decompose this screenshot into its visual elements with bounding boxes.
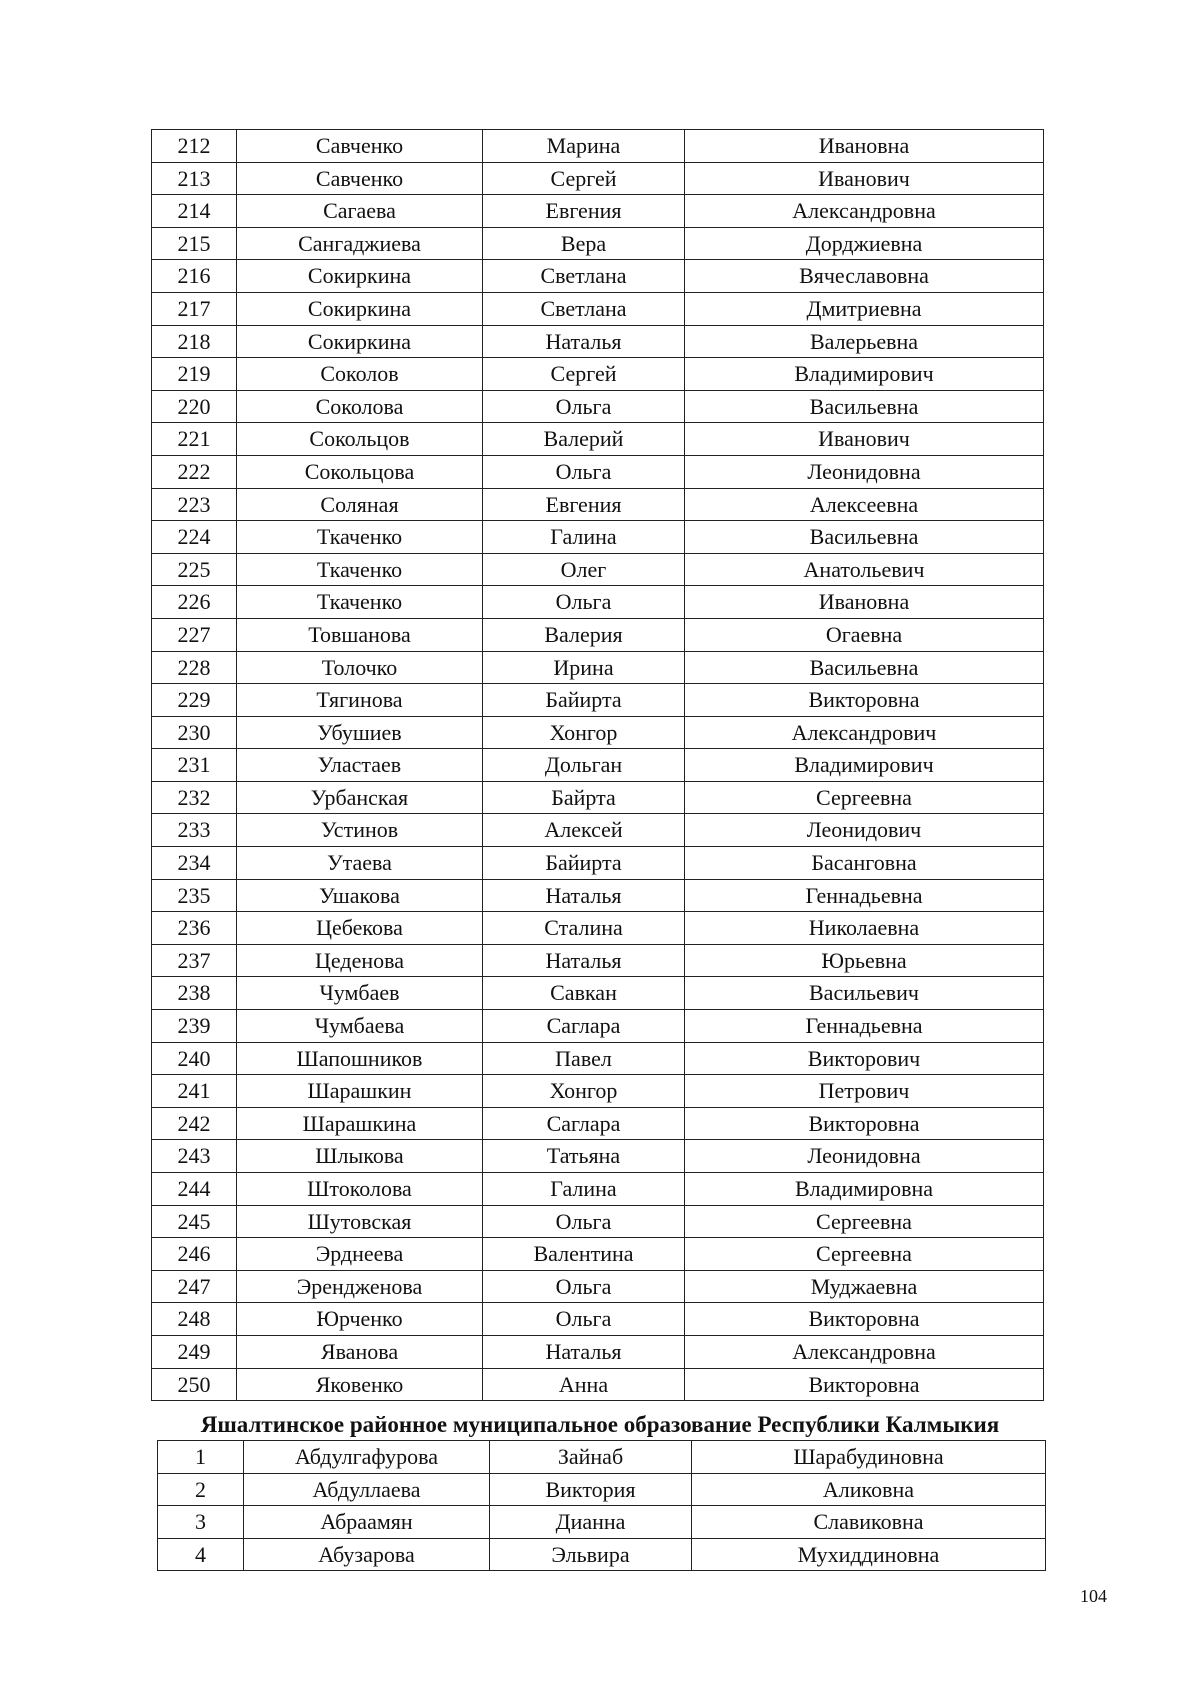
row-number-cell: 221: [152, 423, 237, 456]
first-name-cell: Дианна: [490, 1506, 692, 1539]
surname-cell: Штоколова: [237, 1173, 483, 1206]
row-number-cell: 234: [152, 847, 237, 880]
patronymic-cell: Леонидовна: [685, 455, 1044, 488]
table-row: [152, 292, 1044, 325]
surname-cell: Сангаджиева: [237, 227, 483, 260]
patronymic-cell: Сергеевна: [685, 1238, 1044, 1271]
table-row: [152, 521, 1044, 554]
surname-cell: Убушиев: [237, 716, 483, 749]
row-number-cell: 220: [152, 390, 237, 423]
surname-cell: Ткаченко: [237, 521, 483, 554]
first-name-cell: Ольга: [483, 390, 685, 423]
surname-cell: Абраамян: [244, 1506, 490, 1539]
participants-table-body: [152, 130, 1044, 1401]
table-row: [158, 1538, 1046, 1571]
surname-cell: Утаева: [237, 847, 483, 880]
surname-cell: Эрднеева: [237, 1238, 483, 1271]
table-row: [152, 586, 1044, 619]
table-row: [152, 325, 1044, 358]
first-name-cell: Галина: [483, 521, 685, 554]
first-name-cell: Наталья: [483, 879, 685, 912]
table-row: [152, 781, 1044, 814]
surname-cell: Ушакова: [237, 879, 483, 912]
patronymic-cell: Дорджиевна: [685, 227, 1044, 260]
row-number-cell: 214: [152, 195, 237, 228]
row-number-cell: 231: [152, 749, 237, 782]
first-name-cell: Саглара: [483, 1010, 685, 1043]
patronymic-cell: Анатольевич: [685, 553, 1044, 586]
first-name-cell: Вера: [483, 227, 685, 260]
row-number-cell: 3: [158, 1506, 244, 1539]
first-name-cell: Валентина: [483, 1238, 685, 1271]
table-row: [152, 1368, 1044, 1401]
patronymic-cell: Шарабудиновна: [692, 1441, 1046, 1474]
first-name-cell: Зайнаб: [490, 1441, 692, 1474]
row-number-cell: 1: [158, 1441, 244, 1474]
row-number-cell: 2: [158, 1473, 244, 1506]
surname-cell: Сокольцов: [237, 423, 483, 456]
first-name-cell: Дольган: [483, 749, 685, 782]
row-number-cell: 248: [152, 1303, 237, 1336]
surname-cell: Соляная: [237, 488, 483, 521]
row-number-cell: 242: [152, 1107, 237, 1140]
first-name-cell: Галина: [483, 1173, 685, 1206]
first-name-cell: Саглара: [483, 1107, 685, 1140]
yashalta-table: [157, 1440, 1046, 1571]
patronymic-cell: Викторович: [685, 1042, 1044, 1075]
row-number-cell: 229: [152, 684, 237, 717]
surname-cell: Сокольцова: [237, 455, 483, 488]
patronymic-cell: Леонидович: [685, 814, 1044, 847]
first-name-cell: Сергей: [483, 358, 685, 391]
row-number-cell: 246: [152, 1238, 237, 1271]
table-row: [152, 1010, 1044, 1043]
table-row: [152, 814, 1044, 847]
surname-cell: Шарашкина: [237, 1107, 483, 1140]
surname-cell: Толочко: [237, 651, 483, 684]
first-name-cell: Ирина: [483, 651, 685, 684]
table-row: [152, 130, 1044, 163]
first-name-cell: Савкан: [483, 977, 685, 1010]
surname-cell: Яковенко: [237, 1368, 483, 1401]
row-number-cell: 249: [152, 1335, 237, 1368]
surname-cell: Савченко: [237, 162, 483, 195]
first-name-cell: Ольга: [483, 1270, 685, 1303]
table-row: [152, 716, 1044, 749]
first-name-cell: Ольга: [483, 1303, 685, 1336]
patronymic-cell: Александровна: [685, 195, 1044, 228]
table-row: [152, 553, 1044, 586]
first-name-cell: Алексей: [483, 814, 685, 847]
table-row: [152, 1140, 1044, 1173]
participants-table: [151, 129, 1044, 1401]
first-name-cell: Эльвира: [490, 1538, 692, 1571]
patronymic-cell: Петрович: [685, 1075, 1044, 1108]
patronymic-cell: Александрович: [685, 716, 1044, 749]
row-number-cell: 240: [152, 1042, 237, 1075]
surname-cell: Яванова: [237, 1335, 483, 1368]
first-name-cell: Виктория: [490, 1473, 692, 1506]
patronymic-cell: Викторовна: [685, 1303, 1044, 1336]
surname-cell: Урбанская: [237, 781, 483, 814]
first-name-cell: Олег: [483, 553, 685, 586]
table-row: [152, 260, 1044, 293]
row-number-cell: 4: [158, 1538, 244, 1571]
row-number-cell: 243: [152, 1140, 237, 1173]
table-row: [152, 944, 1044, 977]
page-number: 104: [1080, 1586, 1107, 1606]
patronymic-cell: Владимировна: [685, 1173, 1044, 1206]
row-number-cell: 245: [152, 1205, 237, 1238]
patronymic-cell: Иванович: [685, 162, 1044, 195]
row-number-cell: 217: [152, 292, 237, 325]
table-row: [158, 1473, 1046, 1506]
table-row: [152, 912, 1044, 945]
row-number-cell: 227: [152, 618, 237, 651]
patronymic-cell: Геннадьевна: [685, 879, 1044, 912]
surname-cell: Тягинова: [237, 684, 483, 717]
surname-cell: Шарашкин: [237, 1075, 483, 1108]
patronymic-cell: Басанговна: [685, 847, 1044, 880]
table-row: [152, 195, 1044, 228]
row-number-cell: 223: [152, 488, 237, 521]
row-number-cell: 238: [152, 977, 237, 1010]
row-number-cell: 230: [152, 716, 237, 749]
patronymic-cell: Викторовна: [685, 1368, 1044, 1401]
patronymic-cell: Алексеевна: [685, 488, 1044, 521]
patronymic-cell: Вячеславовна: [685, 260, 1044, 293]
patronymic-cell: Леонидовна: [685, 1140, 1044, 1173]
first-name-cell: Наталья: [483, 944, 685, 977]
surname-cell: Соколов: [237, 358, 483, 391]
table-row: [152, 977, 1044, 1010]
table-row: [152, 684, 1044, 717]
row-number-cell: 241: [152, 1075, 237, 1108]
table-row: [152, 1205, 1044, 1238]
patronymic-cell: Васильевна: [685, 390, 1044, 423]
first-name-cell: Марина: [483, 130, 685, 163]
row-number-cell: 226: [152, 586, 237, 619]
surname-cell: Цебекова: [237, 912, 483, 945]
row-number-cell: 225: [152, 553, 237, 586]
patronymic-cell: Дмитриевна: [685, 292, 1044, 325]
patronymic-cell: Иванович: [685, 423, 1044, 456]
surname-cell: Шутовская: [237, 1205, 483, 1238]
row-number-cell: 212: [152, 130, 237, 163]
patronymic-cell: Геннадьевна: [685, 1010, 1044, 1043]
table-row: [152, 358, 1044, 391]
table-row: [152, 488, 1044, 521]
first-name-cell: Валерий: [483, 423, 685, 456]
first-name-cell: Байрта: [483, 781, 685, 814]
patronymic-cell: Ивановна: [685, 130, 1044, 163]
row-number-cell: 232: [152, 781, 237, 814]
table-row: [152, 227, 1044, 260]
surname-cell: Абузарова: [244, 1538, 490, 1571]
patronymic-cell: Аликовна: [692, 1473, 1046, 1506]
table-row: [152, 847, 1044, 880]
table-row: [152, 1270, 1044, 1303]
first-name-cell: Сталина: [483, 912, 685, 945]
first-name-cell: Евгения: [483, 488, 685, 521]
surname-cell: Чумбаева: [237, 1010, 483, 1043]
surname-cell: Цеденова: [237, 944, 483, 977]
table-row: [158, 1441, 1046, 1474]
patronymic-cell: Сергеевна: [685, 1205, 1044, 1238]
first-name-cell: Ольга: [483, 455, 685, 488]
surname-cell: Чумбаев: [237, 977, 483, 1010]
yashalta-table-body: [158, 1441, 1046, 1571]
surname-cell: Устинов: [237, 814, 483, 847]
first-name-cell: Татьяна: [483, 1140, 685, 1173]
table-row: [152, 879, 1044, 912]
table-row: [152, 390, 1044, 423]
surname-cell: Абдулгафурова: [244, 1441, 490, 1474]
patronymic-cell: Николаевна: [685, 912, 1044, 945]
first-name-cell: Светлана: [483, 260, 685, 293]
table-row: [152, 749, 1044, 782]
first-name-cell: Наталья: [483, 1335, 685, 1368]
first-name-cell: Ольга: [483, 586, 685, 619]
table-row: [152, 162, 1044, 195]
row-number-cell: 228: [152, 651, 237, 684]
surname-cell: Ткаченко: [237, 553, 483, 586]
table-row: [152, 618, 1044, 651]
row-number-cell: 250: [152, 1368, 237, 1401]
patronymic-cell: Васильевна: [685, 521, 1044, 554]
table-row: [152, 423, 1044, 456]
patronymic-cell: Славиковна: [692, 1506, 1046, 1539]
table-row: [152, 1173, 1044, 1206]
first-name-cell: Ольга: [483, 1205, 685, 1238]
surname-cell: Сагаева: [237, 195, 483, 228]
row-number-cell: 218: [152, 325, 237, 358]
table-row: [152, 651, 1044, 684]
first-name-cell: Валерия: [483, 618, 685, 651]
patronymic-cell: Владимирович: [685, 358, 1044, 391]
first-name-cell: Байирта: [483, 684, 685, 717]
patronymic-cell: Валерьевна: [685, 325, 1044, 358]
patronymic-cell: Викторовна: [685, 684, 1044, 717]
patronymic-cell: Муджаевна: [685, 1270, 1044, 1303]
surname-cell: Товшанова: [237, 618, 483, 651]
row-number-cell: 222: [152, 455, 237, 488]
surname-cell: Сокиркина: [237, 325, 483, 358]
row-number-cell: 224: [152, 521, 237, 554]
first-name-cell: Светлана: [483, 292, 685, 325]
row-number-cell: 244: [152, 1173, 237, 1206]
row-number-cell: 236: [152, 912, 237, 945]
table-row: [152, 1042, 1044, 1075]
table-row: [152, 455, 1044, 488]
surname-cell: Сокиркина: [237, 292, 483, 325]
row-number-cell: 216: [152, 260, 237, 293]
patronymic-cell: Владимирович: [685, 749, 1044, 782]
table-row: [152, 1075, 1044, 1108]
patronymic-cell: Юрьевна: [685, 944, 1044, 977]
patronymic-cell: Ивановна: [685, 586, 1044, 619]
surname-cell: Абдуллаева: [244, 1473, 490, 1506]
table-row: [152, 1107, 1044, 1140]
row-number-cell: 235: [152, 879, 237, 912]
surname-cell: Уластаев: [237, 749, 483, 782]
table-row: [152, 1335, 1044, 1368]
row-number-cell: 215: [152, 227, 237, 260]
surname-cell: Ткаченко: [237, 586, 483, 619]
surname-cell: Соколова: [237, 390, 483, 423]
patronymic-cell: Мухиддиновна: [692, 1538, 1046, 1571]
first-name-cell: Сергей: [483, 162, 685, 195]
first-name-cell: Павел: [483, 1042, 685, 1075]
surname-cell: Сокиркина: [237, 260, 483, 293]
patronymic-cell: Сергеевна: [685, 781, 1044, 814]
first-name-cell: Анна: [483, 1368, 685, 1401]
row-number-cell: 237: [152, 944, 237, 977]
surname-cell: Савченко: [237, 130, 483, 163]
table-row: [158, 1506, 1046, 1539]
first-name-cell: Наталья: [483, 325, 685, 358]
patronymic-cell: Огаевна: [685, 618, 1044, 651]
first-name-cell: Евгения: [483, 195, 685, 228]
patronymic-cell: Васильевич: [685, 977, 1044, 1010]
surname-cell: Эрендженова: [237, 1270, 483, 1303]
surname-cell: Юрченко: [237, 1303, 483, 1336]
first-name-cell: Байирта: [483, 847, 685, 880]
first-name-cell: Хонгор: [483, 1075, 685, 1108]
section-heading: Яшалтинское районное муниципальное образование Республики Калмыкия: [200, 1412, 1000, 1437]
patronymic-cell: Викторовна: [685, 1107, 1044, 1140]
row-number-cell: 247: [152, 1270, 237, 1303]
first-name-cell: Хонгор: [483, 716, 685, 749]
surname-cell: Шапошников: [237, 1042, 483, 1075]
surname-cell: Шлыкова: [237, 1140, 483, 1173]
table-row: [152, 1238, 1044, 1271]
row-number-cell: 219: [152, 358, 237, 391]
patronymic-cell: Александровна: [685, 1335, 1044, 1368]
patronymic-cell: Васильевна: [685, 651, 1044, 684]
row-number-cell: 213: [152, 162, 237, 195]
row-number-cell: 239: [152, 1010, 237, 1043]
table-row: [152, 1303, 1044, 1336]
row-number-cell: 233: [152, 814, 237, 847]
